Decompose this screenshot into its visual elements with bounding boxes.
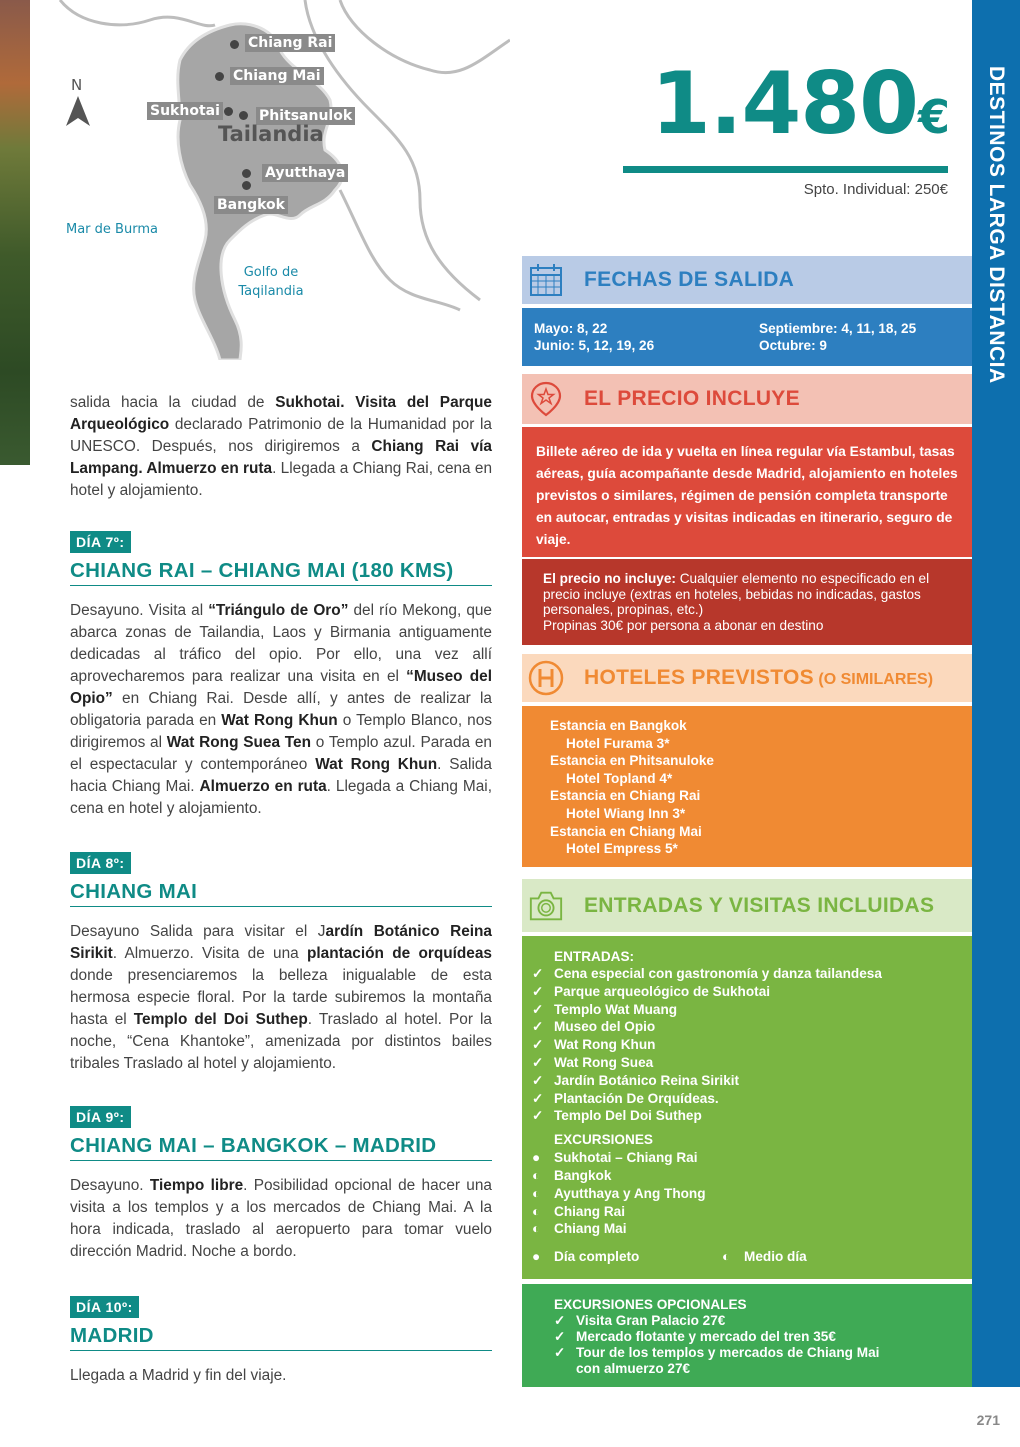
entrada-item: ✓ Wat Rong Khun <box>532 1037 656 1053</box>
entrada-item: ✓ Templo Del Doi Suthep <box>532 1108 702 1124</box>
hoteles-header <box>522 654 972 702</box>
calendar-icon <box>528 262 564 298</box>
hotel-item: Estancia en Chiang Rai Hotel Wiang Inn 3* <box>550 788 701 821</box>
fechas-title: FECHAS DE SALIDA <box>584 268 795 291</box>
entrada-item: ✓ Museo del Opio <box>532 1019 656 1035</box>
dot-sukhotai <box>224 107 233 116</box>
day-8-badge: DÍA 8º: <box>70 852 131 874</box>
label-ayutthaya: Ayutthaya <box>262 164 348 182</box>
day-7-paragraph: Desayuno. Visita al “Triángulo de Oro” del río Mekong, que abarca zonas de Tailandia, Laos y Birmania antiguamente dedicadas al tráfico del opio. Por ello, una vez allí aprovecharemos para realizar una visita en el “Museo del Opio” en Chiang Rai. Desde allí, y antes de realizar la obligatoria parada en Wat Rong Khun o Templo Blanco, nos dirigiremos al Wat Rong Suea Ten o Templo azul. Parada en el espectacular y contemporáneo Wat Rong Khun. Salida hacia Chiang Mai. Almuerzo en ruta. Llegada a Chiang Mai, cena en hotel y alojamiento. <box>70 602 492 817</box>
opcionales-title: EXCURSIONES OPCIONALES <box>554 1297 747 1312</box>
incluye-header <box>522 374 972 424</box>
dot-chiang-rai <box>230 40 239 49</box>
entrada-item: ✓ Wat Rong Suea <box>532 1054 654 1070</box>
hoteles-subtitle: (O SIMILARES) <box>818 671 934 688</box>
day-7-badge: DÍA 7º: <box>70 531 131 553</box>
price-underline <box>623 166 948 173</box>
day-10-title: MADRID <box>70 1324 492 1351</box>
entrada-item: ✓ Cena especial con gastronomía y danza tailandesa <box>532 966 882 981</box>
compass-letter: N <box>71 76 83 94</box>
legend-half-day: ◐ Medio día <box>722 1249 807 1265</box>
opcional-item-continuation: con almuerzo 27€ <box>576 1361 691 1376</box>
label-golfo <box>236 263 306 301</box>
price-display <box>620 56 950 152</box>
compass-arrow-icon <box>64 96 92 128</box>
entradas-body <box>522 936 972 1279</box>
day-7-section <box>70 531 492 820</box>
label-bangkok: Bangkok <box>214 196 288 214</box>
hoteles-list <box>522 706 972 867</box>
opcional-item: ✓ Mercado flotante y mercado del tren 35€ <box>554 1329 836 1344</box>
fechas-box <box>522 256 972 366</box>
day-8-title: CHIANG MAI <box>70 880 492 907</box>
day-9-section <box>70 1106 492 1263</box>
excursion-item: ◐ Chiang Rai <box>532 1203 625 1219</box>
camera-icon <box>528 888 564 924</box>
label-golfo-line2: Taqilandia <box>238 284 304 299</box>
fecha-octubre: Octubre: 9 <box>759 338 827 353</box>
label-mar-de-burma: Mar de Burma <box>66 222 158 237</box>
fechas-right <box>759 320 984 354</box>
hotel-h-icon <box>528 660 564 696</box>
day-9-title: CHIANG MAI – BANGKOK – MADRID <box>70 1134 492 1161</box>
dot-ayutthaya <box>242 169 251 178</box>
day-8-section <box>70 852 492 1075</box>
fechas-header <box>522 256 972 304</box>
landscape-photo-strip <box>0 0 30 465</box>
entrada-item: ✓ Plantación De Orquídeas. <box>532 1090 719 1106</box>
opcionales-content <box>554 1297 962 1377</box>
legend-full-day: ● Día completo <box>532 1249 640 1265</box>
label-chiang-rai: Chiang Rai <box>245 34 335 52</box>
day-9-paragraph: Desayuno. Tiempo libre. Posibilidad opcional de hacer una visita a los templos y a los mercados de Chiang Mai. A la hora indicada, traslado al aeropuerto para tomar vuelo dirección Madrid. Noche a bordo. <box>70 1177 492 1260</box>
no-incluye-text: El precio no incluye: Cualquier elemento no especificado en el precio incluye (extras en hoteles, bebidas no indicadas, gastos personales, propinas, etc.) <box>543 571 930 617</box>
incluye-title: EL PRECIO INCLUYE <box>584 387 800 410</box>
side-category-label: DESTINOS LARGA DISTANCIA <box>985 66 1008 384</box>
incluye-text: Billete aéreo de ida y vuelta en línea regular vía Estambul, tasas aéreas, guía acompañante desde Madrid, alojamiento en hoteles previstos o similares, régimen de pensión completa transporte en autocar, entradas y visitas indicadas en itinerario, seguro de viaje. <box>522 427 972 557</box>
excursion-item: ◐ Chiang Mai <box>532 1221 627 1237</box>
dot-bangkok <box>242 181 251 190</box>
propinas-text: Propinas 30€ por persona a abonar en destino <box>543 617 824 633</box>
price-currency: € <box>917 90 950 144</box>
entradas-label: ENTRADAS: <box>554 949 635 964</box>
excursion-legend <box>532 1248 962 1266</box>
opcionales-box <box>522 1284 972 1387</box>
badge-star-icon <box>528 381 564 417</box>
entradas-box <box>522 879 972 1279</box>
opcional-item: ✓ Visita Gran Palacio 27€ <box>554 1313 726 1328</box>
fechas-body <box>522 308 972 366</box>
intro-paragraph: salida hacia la ciudad de Sukhotai. Visita del Parque Arqueológico declarado Patrimonio de la Humanidad por la UNESCO. Después, nos dirigiremos a Chiang Rai vía Lampang. Almuerzo en ruta. Llegada a Chiang Rai, cena en hotel y alojamiento. <box>70 394 493 499</box>
label-chiang-mai: Chiang Mai <box>230 67 324 85</box>
excursiones-label: EXCURSIONES <box>554 1132 653 1148</box>
hotel-item: Estancia en Chiang Mai Hotel Empress 5* <box>550 823 702 857</box>
day-9-badge: DÍA 9º: <box>70 1106 131 1128</box>
label-golfo-line1: Golfo de <box>243 265 299 280</box>
day-7-title: CHIANG RAI – CHIANG MAI (180 KMS) <box>70 559 492 586</box>
map-country-label: Tailandia <box>218 122 324 146</box>
day-8-paragraph: Desayuno Salida para visitar el Jardín Botánico Reina Sirikit. Almuerzo. Visita de una plantación de orquídeas donde presenciaremos la belleza inigualable de esta hermosa especie floral. Por la tarde subiremos la montaña hasta el Templo del Doi Suthep. Traslado al hotel. Por la noche, “Cena Khantoke”, amenizada por distintos bailes tribales Traslado al hotel y alojamiento. <box>70 923 492 1072</box>
no-incluye-box <box>522 559 972 645</box>
hoteles-box <box>522 654 972 867</box>
excursion-item: ◐ Bangkok <box>532 1167 612 1183</box>
excursion-item: ● Sukhotai – Chiang Rai <box>532 1150 698 1166</box>
fecha-septiembre: Septiembre: 4, 11, 18, 25 <box>759 321 917 336</box>
hoteles-title-group <box>584 666 933 690</box>
entrada-item: ✓ Parque arqueológico de Sukhotai <box>532 983 771 999</box>
compass-north-icon <box>64 76 92 128</box>
day-10-section <box>70 1296 492 1387</box>
entrada-item: ✓ Templo Wat Muang <box>532 1001 678 1017</box>
page-number: 271 <box>976 1412 1000 1428</box>
day-10-badge: DÍA 10º: <box>70 1296 139 1318</box>
entradas-title: ENTRADAS Y VISITAS INCLUIDAS <box>584 893 935 917</box>
fecha-mayo: Mayo: 8, 22 <box>534 321 608 336</box>
incluye-box <box>522 374 972 645</box>
thailand-map <box>40 0 510 360</box>
hoteles-title: HOTELES PREVISTOS <box>584 666 814 689</box>
hotel-item: Estancia en Phitsanuloke Hotel Topland 4* <box>550 753 714 786</box>
fechas-left <box>534 320 759 354</box>
entradas-header <box>522 879 972 932</box>
label-phitsanulok: Phitsanulok <box>256 107 355 125</box>
hotel-item: Estancia en Bangkok Hotel Furama 3* <box>550 718 687 751</box>
day-10-paragraph: Llegada a Madrid y fin del viaje. <box>70 1367 287 1384</box>
entrada-item: ✓ Jardín Botánico Reina Sirikit <box>532 1072 740 1088</box>
price-amount: 1.480 <box>650 54 918 154</box>
intro-section <box>70 392 492 502</box>
label-sukhotai: Sukhotai <box>147 102 223 120</box>
single-supplement: Spto. Individual: 250€ <box>803 181 948 198</box>
fecha-junio: Junio: 5, 12, 19, 26 <box>534 338 655 353</box>
dot-chiang-mai <box>215 72 224 81</box>
dot-phitsanulok <box>239 111 248 120</box>
opcional-item: ✓ Tour de los templos y mercados de Chiang Mai <box>554 1345 880 1360</box>
excursion-item: ◐ Ayutthaya y Ang Thong <box>532 1185 706 1201</box>
